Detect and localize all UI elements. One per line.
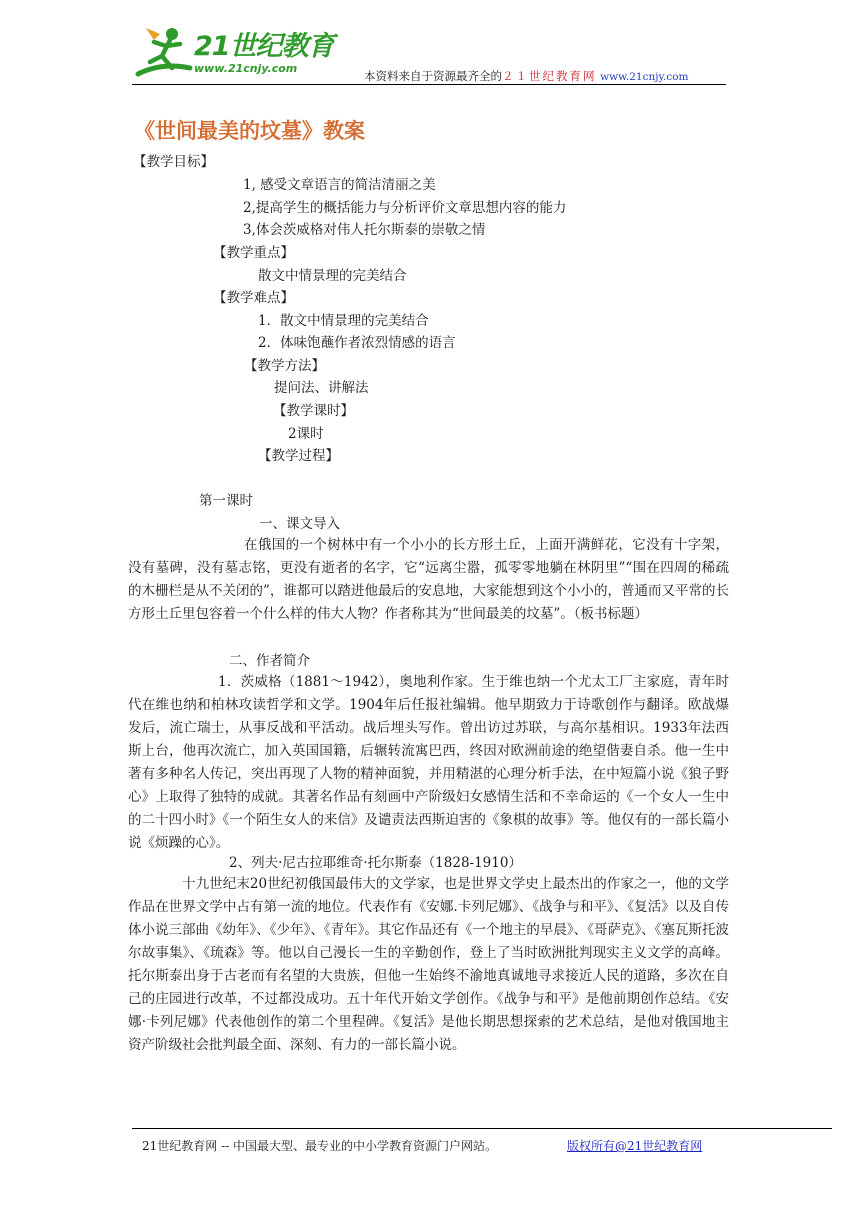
footer-copyright-link[interactable]: 版权所有@21世纪教育网 (567, 1139, 703, 1153)
logo-url: www.21cnjy.com (194, 62, 298, 75)
author-tolstoy-paragraph: 十九世纪末20世纪初俄国最伟大的文学家，也是世界文学史上最杰出的作家之一，他的文学作品在世界文学中占有第一流的地位。代表作有《安娜.卡列尼娜》、《战争与和平》、《复活》以及自传体小说三部曲《幼年》、《少年》、《青年》。其它作品还有《一个地主的早晨》、《哥萨克》、《塞瓦斯托波尔故事集》、《琉森》等。他以自己漫长一生的辛勤创作，登上了当时欧洲批判现实主义文学的高峰。托尔斯泰出身于古老而有名望的大贵族，但他一生始终不渝地真诚地寻求接近人民的道路，多次在自己的庄园进行改革，不过都没成功。五十年代开始文学创作。《战争与和平》是他前期创作总结。《安娜·卡列尼娜》代表他创作的第二个里程碑。《复活》是他长期思想探索的艺术总结，是他对俄国地主资产阶级社会批判最全面、深刻、有力的一部长篇小说。 (128, 876, 729, 1053)
process-heading: 【教学过程】 (258, 448, 339, 464)
section-heading-author: 二、作者简介 (229, 653, 310, 669)
hours-heading: 【教学课时】 (273, 403, 354, 419)
section-heading-intro: 一、课文导入 (259, 516, 340, 532)
author-zweig-paragraph: 1．茨威格（1881～1942），奥地利作家。生于维也纳一个尤太工厂主家庭，青年时代在维也纳和柏林攻读哲学和文学。1904年后任报社编辑。他早期致力于诗歌创作与翻译。欧战爆发后，流亡瑞士，从事反战和平活动。战后埋头写作。曾出访过苏联，与高尔基相识。1933年法西斯上台，他再次流亡，加入英国国籍，后辗转流寓巴西，终因对欧洲前途的绝望偕妻自杀。他一生中著有多种名人传记，突出再现了人物的精神面貌，并用精湛的心理分析手法，在中短篇小说《狼子野心》上取得了独特的成就。其著名作品有刻画中产阶级妇女感情生活和不幸命运的《一个女人一生中的二十四小时》《一个陌生女人的来信》及谴责法西斯迫害的《象棋的故事》等。他仅有的一部长篇小说《烦躁的心》。 (128, 674, 729, 851)
hours-text: 2课时 (288, 426, 324, 442)
header-divider (132, 84, 726, 85)
key-points-heading: 【教学重点】 (213, 245, 294, 261)
difficulty-item: 1．散文中情景理的完美结合 (258, 313, 429, 329)
document-title: 《世间最美的坟墓》教案 (134, 119, 365, 143)
site-logo (132, 22, 342, 84)
footer-text: 21世纪教育网 -- 中国最大型、最专业的中小学教育资源门户网站。 (142, 1139, 498, 1153)
logo-text: 21世纪教育 (194, 31, 334, 62)
lesson-heading: 第一课时 (199, 493, 253, 509)
header-brand: ２１世纪教育网 (502, 69, 597, 83)
header-url-link[interactable]: www.21cnjy.com (600, 71, 689, 83)
objective-item: 1, 感受文章语言的简洁清丽之美 (243, 177, 436, 193)
runner-logo-icon (132, 22, 202, 82)
method-text: 提问法、讲解法 (274, 380, 369, 396)
header-note (364, 68, 689, 84)
footer-divider (132, 1128, 832, 1129)
header-note-prefix: 本资料来自于资源最齐全的 (364, 69, 502, 83)
objective-item: 2,提高学生的概括能力与分析评价文章思想内容的能力 (243, 200, 567, 216)
objective-item: 3,体会茨威格对伟人托尔斯泰的崇敬之情 (243, 222, 486, 238)
author-tolstoy-heading: 2、列夫·尼古拉耶维奇·托尔斯泰（1828-1910） (229, 855, 522, 871)
difficulties-heading: 【教学难点】 (213, 290, 294, 306)
method-heading: 【教学方法】 (244, 358, 325, 374)
difficulty-item: 2．体味饱蘸作者浓烈情感的语言 (258, 335, 456, 351)
key-points-text: 散文中情景理的完美结合 (258, 268, 407, 284)
intro-paragraph: 在俄国的一个树林中有一个小小的长方形土丘，上面开满鲜花，它没有十字架，没有墓碑，没有墓志铭，更没有逝者的名字，它“远离尘嚣，孤零零地躺在林阴里”“围在四周的稀疏的木栅栏是从不关闭的”，谁都可以踏进他最后的安息地，大家能想到这个小小的，普通而又平常的长方形土丘里包容着一个什么样的伟大人物？作者称其为“世间最美的坟墓”。（板书标题） (128, 537, 729, 622)
objectives-heading: 【教学目标】 (133, 154, 214, 170)
